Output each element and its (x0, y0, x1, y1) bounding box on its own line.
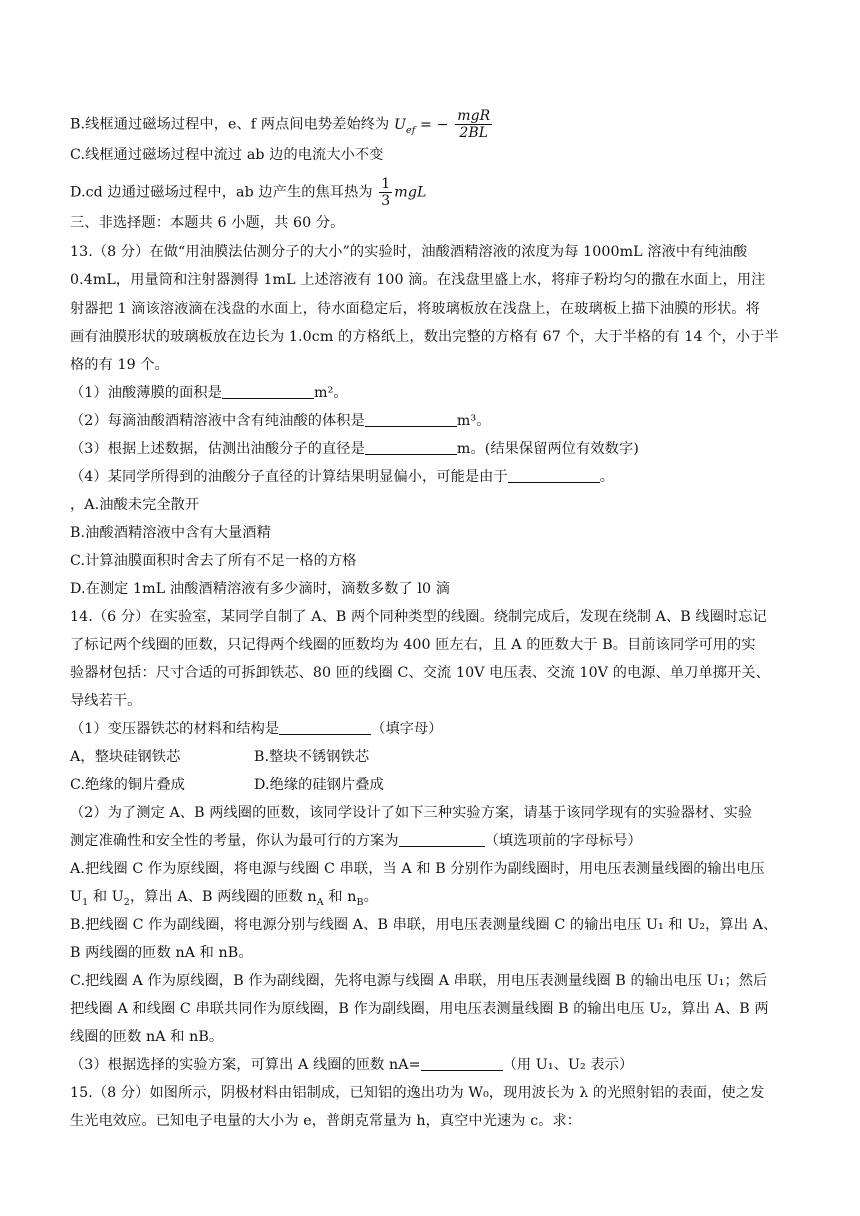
q14-options-row-1 (70, 747, 790, 767)
q14-plan-c-line-1: C.把线圈 A 作为原线圈，B 作为副线圈，先将电源与线圈 A 串联，用电压表测量线圈 B 的输出电压 U₁；然后 (70, 973, 768, 989)
q14-line-3: 验器材包括：尺寸合适的可拆卸铁芯、80 匝的线圈 C、交流 10V 电压表、交流 10V 的电源、单刀单掷开关、 (70, 665, 770, 681)
q14-line-2: 了标记两个线圈的匝数，只记得两个线圈的匝数均为 400 匝左右，且 A 的匝数大于 B。目前该同学可用的实 (70, 637, 756, 653)
fraction-mgr-2bl: $\frac{\text{mgR}}{2BL}$ (457, 108, 491, 141)
q14-line-1: 14.（6 分）在实验室，某同学自制了 A、B 两个同种类型的线圈。绕制完成后，发现在绕制 A、B 线圈时忘记 (70, 609, 767, 625)
q13-part-3: （3）根据上述数据，估测出油酸分子的直径是 m。(结果保留两位有效数字) (70, 441, 639, 457)
q13-option-a: ，A.油酸未完全散开 (70, 497, 200, 513)
q13-line-3: 射器把 1 滴该溶液滴在浅盘的水面上，待水面稳定后，将玻璃板放在浅盘上，在玻璃板上描下油膜的形状。将 (70, 301, 760, 317)
answer-blank[interactable] (508, 468, 600, 483)
formula-u: $U_{ef}$ = − (393, 116, 449, 136)
answer-blank[interactable] (365, 440, 457, 455)
q13-part-1: （1）油酸薄膜的面积是 m²。 (70, 385, 348, 401)
q14-option-b: B.整块不锈钢铁芯 (254, 749, 370, 765)
answer-blank[interactable] (279, 720, 371, 735)
q13-line-4: 画有油膜形状的玻璃板放在边长为 1.0cm 的方格纸上，数出完整的方格有 67 个，大于半格的有 14 个，小于半 (70, 329, 779, 345)
q15-line-1: 15.（8 分）如图所示，阴极材料由铝制成，已知铝的逸出功为 W₀，现用波长为 λ 的光照射铝的表面，使之发 (70, 1085, 765, 1101)
q14-plan-c-line-3: 线圈的匝数 nA 和 nB。 (70, 1029, 224, 1045)
q14-option-d: D.绝缘的硅钢片叠成 (254, 777, 384, 793)
q14-part-2-line-2: 测定准确性和安全性的考量，你认为最可行的方案为 （填选项前的字母标号） (70, 833, 642, 849)
q13-line-5: 格的有 19 个。 (70, 357, 169, 373)
q14-part-1: （1）变压器铁芯的材料和结构是 （填字母） (70, 721, 443, 737)
q13-option-d: D.在测定 1mL 油酸酒精溶液有多少滴时，滴数多数了 l0 滴 (70, 581, 451, 597)
q14-plan-b-line-2: B 两线圈的匝数 nA 和 nB。 (70, 945, 253, 961)
section-3-heading: 三、非选择题：本题共 6 小题，共 60 分。 (70, 215, 345, 231)
q12-option-b-text: B.线框通过磁场过程中，e、f 两点间电势差始终为 (70, 116, 390, 133)
answer-blank[interactable] (421, 1056, 503, 1071)
q14-line-4: 导线若干。 (70, 693, 142, 709)
q13-option-b: B.油酸酒精溶液中含有大量酒精 (70, 525, 271, 541)
q14-options-row-2 (70, 775, 790, 795)
q12-option-d: D.cd 边通过磁场过程中，ab 边产生的焦耳热为 $\frac{1}{3}$ mgL (70, 176, 427, 209)
q14-option-a: A，整块硅钢铁芯 (70, 749, 181, 765)
q14-part-2-line-1: （2）为了测定 A、B 两线圈的匝数，该同学设计了如下三种实验方案，请基于该同学现有的实验器材、实验 (70, 805, 753, 821)
q14-plan-b-line-1: B.把线圈 C 作为副线圈，将电源分别与线圈 A、B 串联，用电压表测量线圈 C 的输出电压 U₁ 和 U₂，算出 A、 (70, 917, 778, 933)
q14-option-c: C.绝缘的铜片叠成 (70, 777, 186, 793)
answer-blank[interactable] (399, 832, 485, 847)
q13-line-1: 13.（8 分）在做“用油膜法估测分子的大小”的实验时，油酸酒精溶液的浓度为每 1000mL 溶液中有纯油酸 (70, 244, 748, 260)
q12-option-c: C.线框通过磁场过程中流过 ab 边的电流大小不变 (70, 147, 384, 163)
q14-plan-a-line-1: A.把线圈 C 作为原线圈，将电源与线圈 C 串联，当 A 和 B 分别作为副线圈时，用电压表测量线圈的输出电压 (70, 861, 765, 877)
q13-part-2: （2）每滴油酸酒精溶液中含有纯油酸的体积是 m³。 (70, 413, 491, 429)
q15-line-2: 生光电效应。已知电子电量的大小为 e，普朗克常量为 h，真空中光速为 c。求： (70, 1113, 582, 1129)
answer-blank[interactable] (222, 384, 314, 399)
q14-part-3: （3）根据选择的实验方案，可算出 A 线圈的匝数 nA= （用 U₁、U₂ 表示） (70, 1057, 634, 1073)
q12-option-b (70, 108, 494, 141)
q14-plan-c-line-2: 把线圈 A 和线圈 C 串联共同作为原线圈，B 作为副线圈，用电压表测量线圈 B 的输出电压 U₂，算出 A、B 两 (70, 1001, 769, 1017)
q13-option-c: C.计算油膜面积时舍去了所有不足一格的方格 (70, 553, 357, 569)
q13-line-2: 0.4mL，用量筒和注射器测得 1mL 上述溶液有 100 滴。在浅盘里盛上水，将痱子粉均匀的撒在水面上，用注 (70, 272, 766, 288)
answer-blank[interactable] (365, 412, 457, 427)
fraction-one-third: $\frac{1}{3}$ (381, 176, 391, 209)
q13-part-4: （4）某同学所得到的油酸分子直径的计算结果明显偏小，可能是由于 。 (70, 469, 615, 485)
q14-plan-a-line-2: $U_1$ 和 $U_2$，算出 A、B 两线圈的匝数 $n_A$ 和 $n_B$。 (70, 889, 378, 908)
